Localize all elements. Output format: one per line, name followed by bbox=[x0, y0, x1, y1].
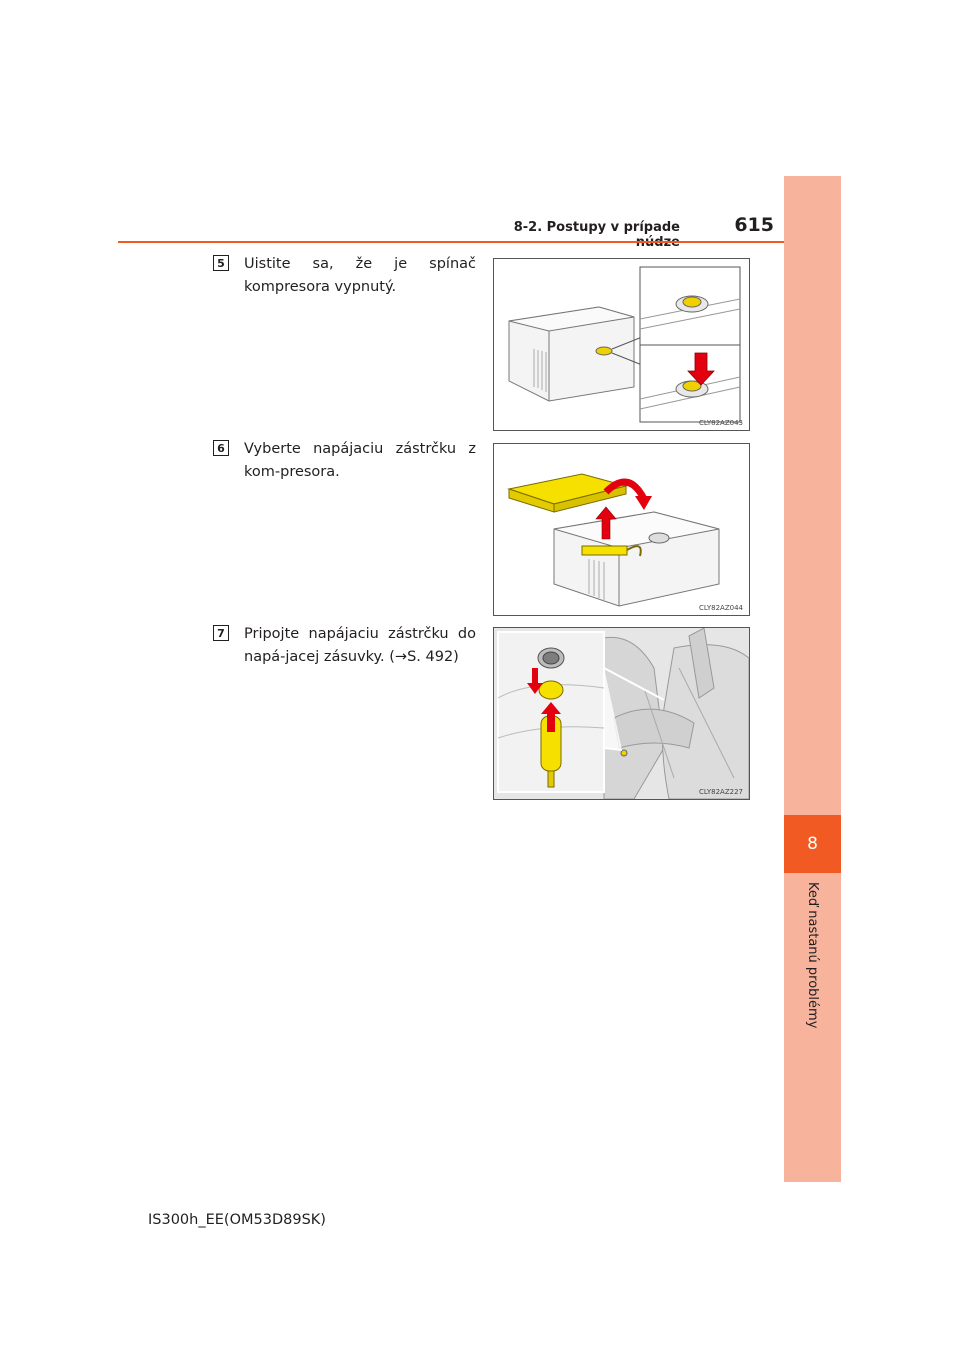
step-number-5: 5 bbox=[213, 255, 229, 271]
compressor-switch-illustration bbox=[494, 259, 749, 430]
document-code: IS300h_EE(OM53D89SK) bbox=[148, 1212, 326, 1228]
chapter-title-tab bbox=[784, 881, 841, 1029]
figure-code: CLY82AZ044 bbox=[699, 604, 743, 612]
figure-power-socket bbox=[493, 627, 750, 800]
step-text-5: Uistite sa, že je spínač kompresora vypnutý. bbox=[244, 256, 476, 295]
header-rule bbox=[118, 241, 841, 243]
step-number-6: 6 bbox=[213, 440, 229, 456]
section-title: 8-2. Postupy v prípade bbox=[513, 220, 680, 235]
remove-plug-illustration bbox=[494, 444, 749, 615]
page-number: 615 bbox=[734, 214, 774, 236]
step-text-6: Vyberte napájaciu zástrčku z kom-presora. bbox=[244, 441, 476, 480]
figure-remove-plug bbox=[493, 443, 750, 616]
step-text-7: Pripojte napájaciu zástrčku do napá-jacej zásuvky. (→S. 492) bbox=[244, 626, 476, 665]
chapter-title: Keď nastanú problémy bbox=[805, 881, 820, 1029]
figure-compressor-switch bbox=[493, 258, 750, 431]
chapter-number-tab: 8 bbox=[784, 815, 841, 873]
chapter-side-tab bbox=[784, 176, 841, 1182]
figure-code: CLY82AZ043 bbox=[699, 419, 743, 427]
power-socket-illustration bbox=[494, 628, 749, 799]
step-number-7: 7 bbox=[213, 625, 229, 641]
figure-code: CLY82AZ227 bbox=[699, 788, 743, 796]
